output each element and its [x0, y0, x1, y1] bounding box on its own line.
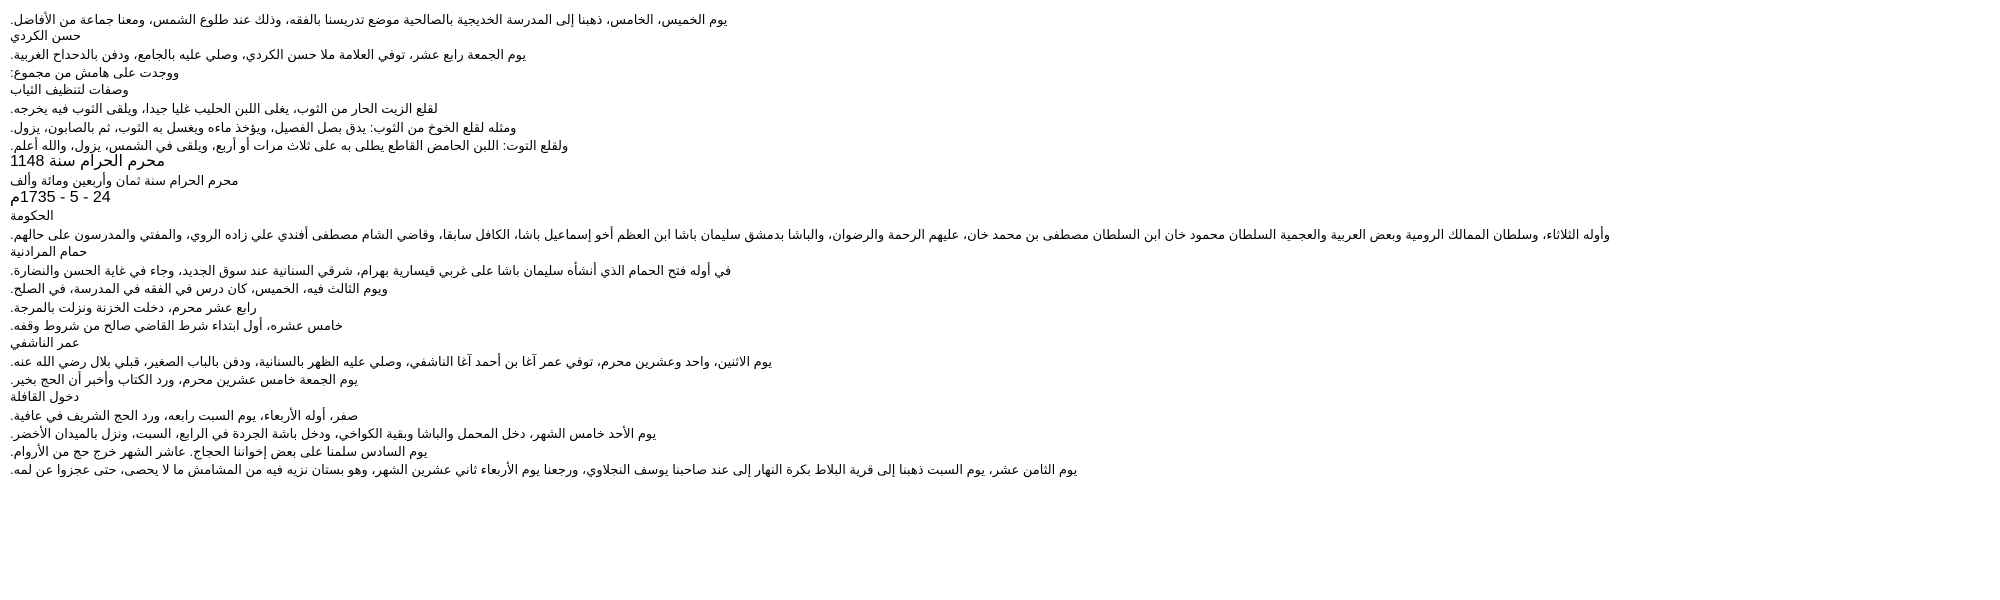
heading: حسن الكردي [10, 28, 82, 43]
paragraph: ووجدت على هامش من مجموع: [10, 65, 180, 80]
paragraph: ومثله لقلع الخوخ من الثوب: يدق بصل الفصيل، ويؤخذ ماءه ويغسل به الثوب، ثم بالصابون، يزول. [10, 120, 517, 135]
date-words: محرم الحرام سنة ثمان وأربعين ومائة وألف [10, 173, 239, 188]
paragraph: يوم الثامن عشر، يوم السبت ذهبنا إلى قرية البلاط بكرة النهار إلى عند صاحبنا يوسف النجلاوي، ورجعنا يوم الأربعاء ثاني عشرين الشهر، وهو بستان نزيه فيه من المشامش ما لا يحصى، حتى عجزوا عن لمه. [10, 462, 1078, 477]
paragraph: ويوم الثالث فيه، الخميس، كان درس في الفقه في المدرسة، في الصلح. [10, 281, 388, 296]
paragraph: في أوله فتح الحمام الذي أنشأه سليمان باشا على غربي قيسارية بهرام، شرقي السنانية عند سوق الجديد، وجاء في غاية الحسن والنضارة. [10, 263, 732, 278]
paragraph: يوم الاثنين، واحد وعشرين محرم، توفي عمر آغا بن أحمد آغا الناشفي، وصلي عليه الظهر بالسنانية، ودفن بالباب الصغير، قبلي بلال رضي الله عنه. [10, 354, 773, 369]
heading: عمر الناشفي [10, 335, 80, 350]
heading: الحكومة [10, 208, 54, 223]
paragraph: ولقلع التوت: اللبن الحامض القاطع يطلى به على ثلاث مرات أو أربع، ويلقى في الشمس، يزول، والله أعلم. [10, 138, 569, 153]
heading: وصفات لتنظيف الثياب [10, 82, 129, 97]
paragraph: رابع عشر محرم، دخلت الخزنة ونزلت بالمرجة. [10, 300, 257, 315]
paragraph: لقلع الزيت الحار من الثوب، يغلى اللبن الحليب غليا جيدا، ويلقى الثوب فيه يخرجه. [10, 101, 438, 116]
paragraph: صفر، أوله الأربعاء، يوم السبت رابعه، ورد الحج الشريف في عافية. [10, 408, 359, 423]
heading: دخول القافلة [10, 389, 80, 404]
paragraph: وأوله الثلاثاء، وسلطان الممالك الرومية وبعض العربية والعجمية السلطان محمود خان ابن السلطان مصطفى بن محمد خان، عليهم الرحمة والرضوان، والباشا بدمشق سليمان باشا ابن العظم أخو إسماعيل باشا، الكافل سابقا، وقاضي الشام مصطفى أفندي علي زاده الروي، والمفتي والمدرسون على حالهم. [10, 227, 1611, 242]
gregorian-date: 24 - 5 - 1735م [10, 189, 111, 206]
paragraph: يوم الأحد خامس الشهر، دخل المحمل والباشا وبقية الكواخي، ودخل باشة الجردة في الرابع، السبت، ونزل بالميدان الأخضر. [10, 426, 657, 441]
heading: حمام المرادنية [10, 244, 88, 259]
paragraph: يوم الجمعة رابع عشر، توفي العلامة ملا حسن الكردي، وصلي عليه بالجامع، ودفن بالدحداح الغربية. [10, 47, 526, 62]
paragraph: خامس عشره، أول ابتداء شرط القاضي صالح من شروط وقفه. [10, 318, 343, 333]
paragraph: يوم الخميس، الخامس، ذهبنا إلى المدرسة الخديجية بالصالحية موضع تدريسنا بالفقه، وذلك عند طلوع الشمس، ومعنا جماعة من الأفاضل. [10, 12, 728, 27]
paragraph: يوم السادس سلمنا على بعض إخواننا الحجاج. عاشر الشهر خرج حج من الأروام. [10, 444, 428, 459]
date-heading: محرم الحرام سنة 1148 [10, 153, 166, 170]
paragraph: يوم الجمعة خامس عشرين محرم، ورد الكتاب وأخبر أن الحج بخير. [10, 372, 359, 387]
